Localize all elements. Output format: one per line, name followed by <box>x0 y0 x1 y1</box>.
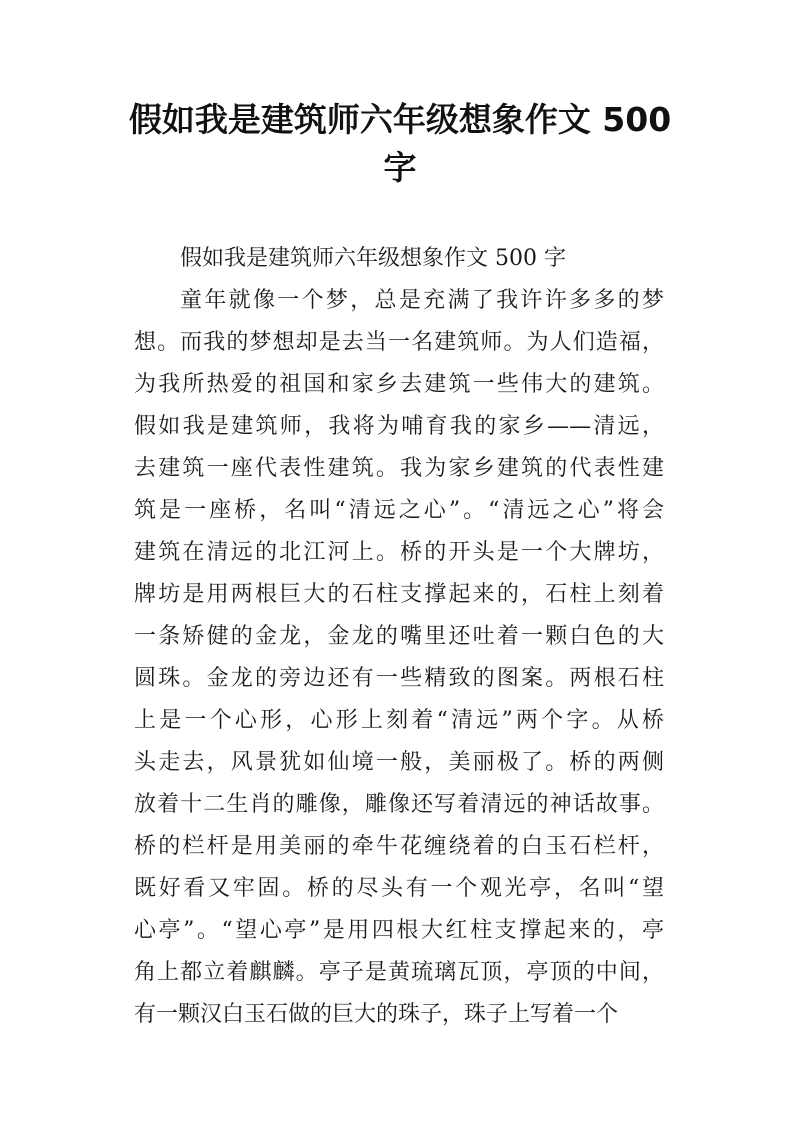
text-line: 桥的栏杆是用美丽的牵牛花缠绕着的白玉石栏杆， <box>134 834 664 859</box>
title-line-1: 假如我是建筑师六年级想象作文 500 <box>128 100 672 139</box>
text-line: 一条矫健的金龙，金龙的嘴里还吐着一颗白色的大 <box>134 624 664 649</box>
essay-body <box>134 238 664 1036</box>
text-line: 圆珠。金龙的旁边还有一些精致的图案。两根石柱 <box>134 666 664 691</box>
text-line: 既好看又牢固。桥的尽头有一个观光亭，名叫“望 <box>134 876 664 901</box>
text-line: 童年就像一个梦，总是充满了我许许多多的梦 <box>180 288 664 313</box>
text-line: 建筑在清远的北江河上。桥的开头是一个大牌坊， <box>134 540 664 565</box>
text-line: 头走去，风景犹如仙境一般，美丽极了。桥的两侧 <box>134 750 664 775</box>
document-title <box>100 96 700 192</box>
text-line: 放着十二生肖的雕像，雕像还写着清远的神话故事。 <box>134 792 664 817</box>
text-line: 上是一个心形，心形上刻着“清远”两个字。从桥 <box>134 708 664 733</box>
text-line: 想。而我的梦想却是去当一名建筑师。为人们造福， <box>134 330 664 355</box>
essay-subtitle: 假如我是建筑师六年级想象作文 500 字 <box>180 246 566 271</box>
title-line-2: 字 <box>383 148 417 187</box>
text-line: 有一颗汉白玉石做的巨大的珠子，珠子上写着一个 <box>134 1002 619 1027</box>
text-line: 假如我是建筑师，我将为哺育我的家乡——清远， <box>134 414 664 439</box>
text-line: 角上都立着麒麟。亭子是黄琉璃瓦顶，亭顶的中间， <box>134 960 664 985</box>
text-line: 为我所热爱的祖国和家乡去建筑一些伟大的建筑。 <box>134 372 664 397</box>
text-line: 筑是一座桥，名叫“清远之心”。“清远之心”将会 <box>134 498 664 523</box>
text-line: 心亭”。“望心亭”是用四根大红柱支撑起来的，亭 <box>134 918 664 943</box>
text-line: 去建筑一座代表性建筑。我为家乡建筑的代表性建 <box>134 456 664 481</box>
text-line: 牌坊是用两根巨大的石柱支撑起来的，石柱上刻着 <box>134 582 664 607</box>
